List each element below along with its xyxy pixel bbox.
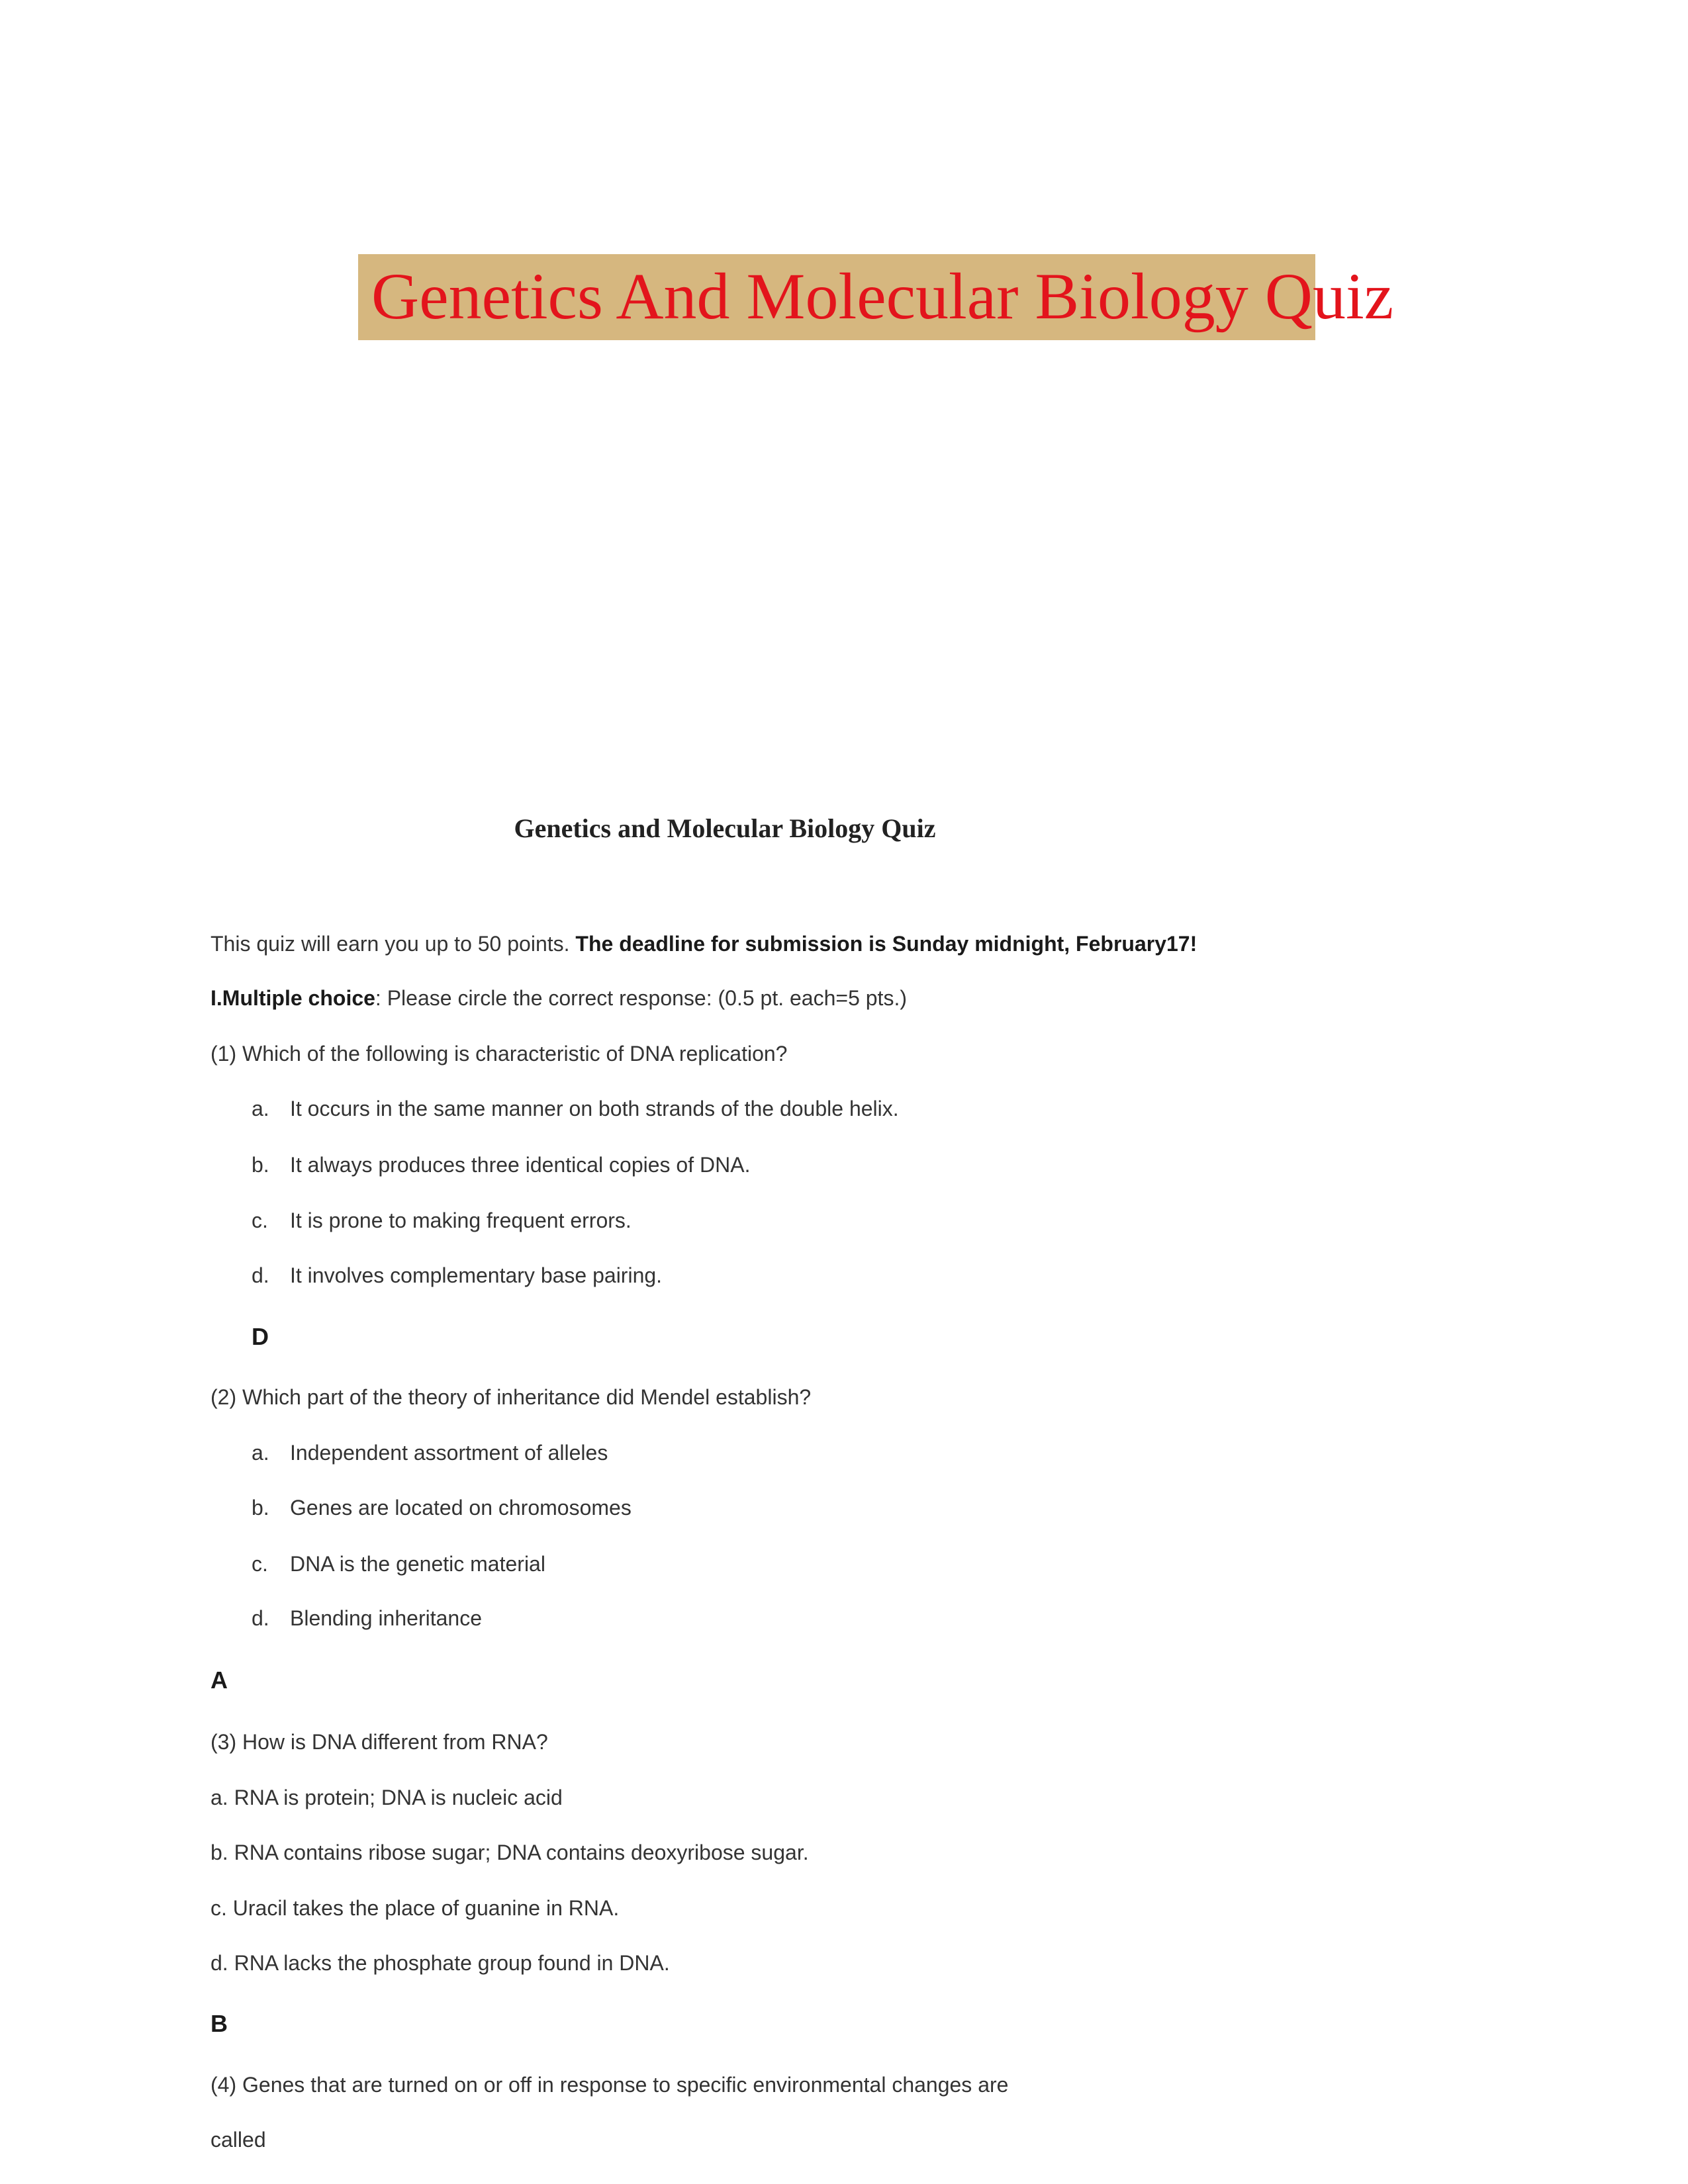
- question-1-option-c: [252, 1207, 632, 1234]
- section-instruction: : Please circle the correct response: (0.5 pt. each=5 pts.): [375, 986, 907, 1010]
- option-text: It always produces three identical copies of DNA.: [290, 1153, 751, 1177]
- question-4-line-2: called: [211, 2128, 266, 2152]
- intro-text: This quiz will earn you up to 50 points.: [211, 932, 576, 956]
- question-2-option-d: [252, 1605, 482, 1631]
- option-text: It occurs in the same manner on both strands of the double helix.: [290, 1097, 899, 1120]
- option-letter: b.: [252, 1153, 269, 1177]
- option-letter: a.: [252, 1441, 269, 1465]
- option-letter: b.: [252, 1496, 269, 1520]
- question-2-option-c: [252, 1551, 545, 1577]
- option-letter: c.: [252, 1552, 268, 1576]
- banner-title: Genetics And Molecular Biology Quiz: [371, 259, 1394, 333]
- question-2: (2) Which part of the theory of inheritance did Mendel establish?: [211, 1385, 812, 1409]
- question-3: (3) How is DNA different from RNA?: [211, 1730, 548, 1754]
- section-label: I.Multiple choice: [211, 986, 375, 1010]
- option-letter: d.: [252, 1606, 269, 1630]
- question-3-option-a: a. RNA is protein; DNA is nucleic acid: [211, 1786, 563, 1809]
- option-text: Genes are located on chromosomes: [290, 1496, 632, 1520]
- question-2-option-a: [252, 1439, 608, 1466]
- question-1-option-d: [252, 1262, 662, 1289]
- question-1-option-a: [252, 1095, 899, 1122]
- option-letter: c.: [252, 1208, 268, 1232]
- question-3-option-c: c. Uracil takes the place of guanine in RNA.: [211, 1896, 620, 1920]
- option-text: Independent assortment of alleles: [290, 1441, 608, 1465]
- option-text: It is prone to making frequent errors.: [290, 1208, 632, 1232]
- deadline-text: The deadline for submission is Sunday midnight, February17!: [575, 932, 1197, 956]
- question-1-option-b: [252, 1152, 750, 1178]
- option-text: It involves complementary base pairing.: [290, 1263, 663, 1287]
- question-2-answer: A: [211, 1666, 228, 1694]
- question-2-option-b: [252, 1494, 632, 1521]
- option-letter: a.: [252, 1097, 269, 1120]
- question-1-answer: D: [252, 1323, 269, 1350]
- question-1: (1) Which of the following is characteristic of DNA replication?: [211, 1042, 788, 1066]
- title-banner: [358, 254, 1394, 340]
- section-heading: [211, 985, 907, 1011]
- intro-line: [211, 931, 1197, 957]
- question-3-option-b: b. RNA contains ribose sugar; DNA contains deoxyribose sugar.: [211, 1841, 809, 1864]
- document-title: Genetics and Molecular Biology Quiz: [514, 813, 936, 843]
- question-4-line-1: (4) Genes that are turned on or off in response to specific environmental changes are: [211, 2073, 1009, 2097]
- question-3-answer: B: [211, 2010, 228, 2037]
- option-text: Blending inheritance: [290, 1606, 482, 1630]
- option-text: DNA is the genetic material: [290, 1552, 545, 1576]
- option-letter: d.: [252, 1263, 269, 1287]
- question-3-option-d: d. RNA lacks the phosphate group found in DNA.: [211, 1951, 670, 1975]
